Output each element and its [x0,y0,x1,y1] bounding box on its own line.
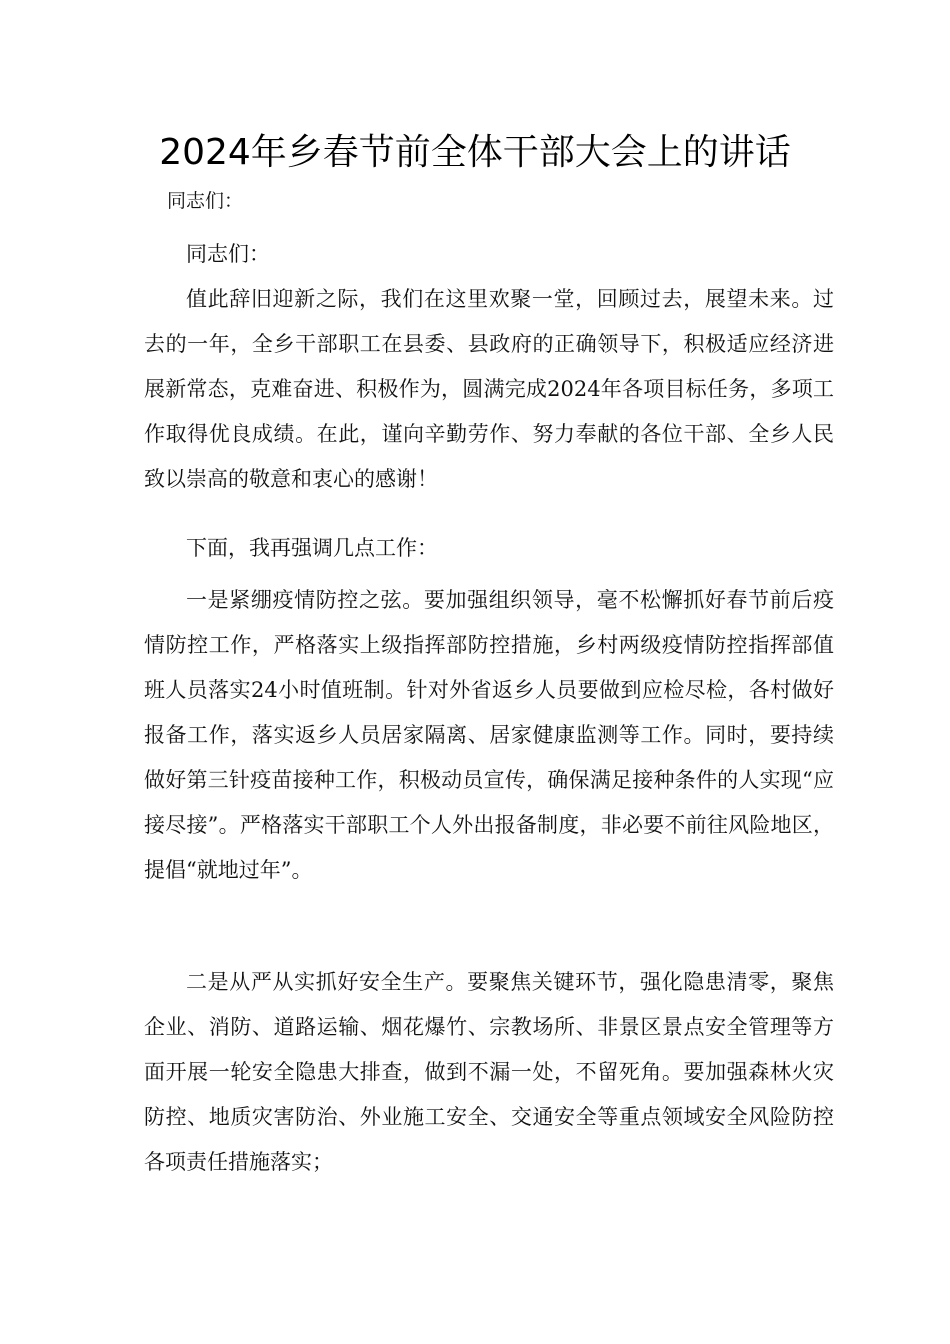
salutation-paragraph: 同志们： [186,242,270,266]
body-paragraph: 一是紧绷疫情防控之弦。要加强组织领导，毫不松懈抓好春节前后疫情防控工作，严格落实上级指挥部防控措施，乡村两级疫情防控指挥部值班人员落实24小时值班制。针对外省返乡人员要做到应检尽检，各村做好报备工作，落实返乡人员居家隔离、居家健康监测等工作。同时，要持续做好第三针疫苗接种工作，积极动员宣传，确保满足接种条件的人实现“应接尽接”。严格落实干部职工个人外出报备制度，非必要不前往风险地区，提倡“就地过年”。 [144,588,834,882]
body-paragraph: 二是从严从实抓好安全生产。要聚焦关键环节，强化隐患清零，聚焦企业、消防、道路运输、烟花爆竹、宗教场所、非景区景点安全管理等方面开展一轮安全隐患大排查，做到不漏一处，不留死角。要加强森林火灾防控、地质灾害防治、外业施工安全、交通安全等重点领域安全风险防控各项责任措施落实； [144,970,834,1174]
document-title: 2024年乡春节前全体干部大会上的讲话 [159,132,791,173]
body-paragraph: 下面，我再强调几点工作： [186,536,438,560]
body-paragraph: 值此辞旧迎新之际，我们在这里欢聚一堂，回顾过去，展望未来。过去的一年，全乡干部职工在县委、县政府的正确领导下，积极适应经济进展新常态，克难奋进、积极作为，圆满完成2024年各项目标任务，多项工作取得优良成绩。在此，谨向辛勤劳作、努力奉献的各位干部、全乡人民致以崇高的敬意和衷心的感谢！ [144,287,834,491]
salutation-header: 同志们： [167,190,244,212]
